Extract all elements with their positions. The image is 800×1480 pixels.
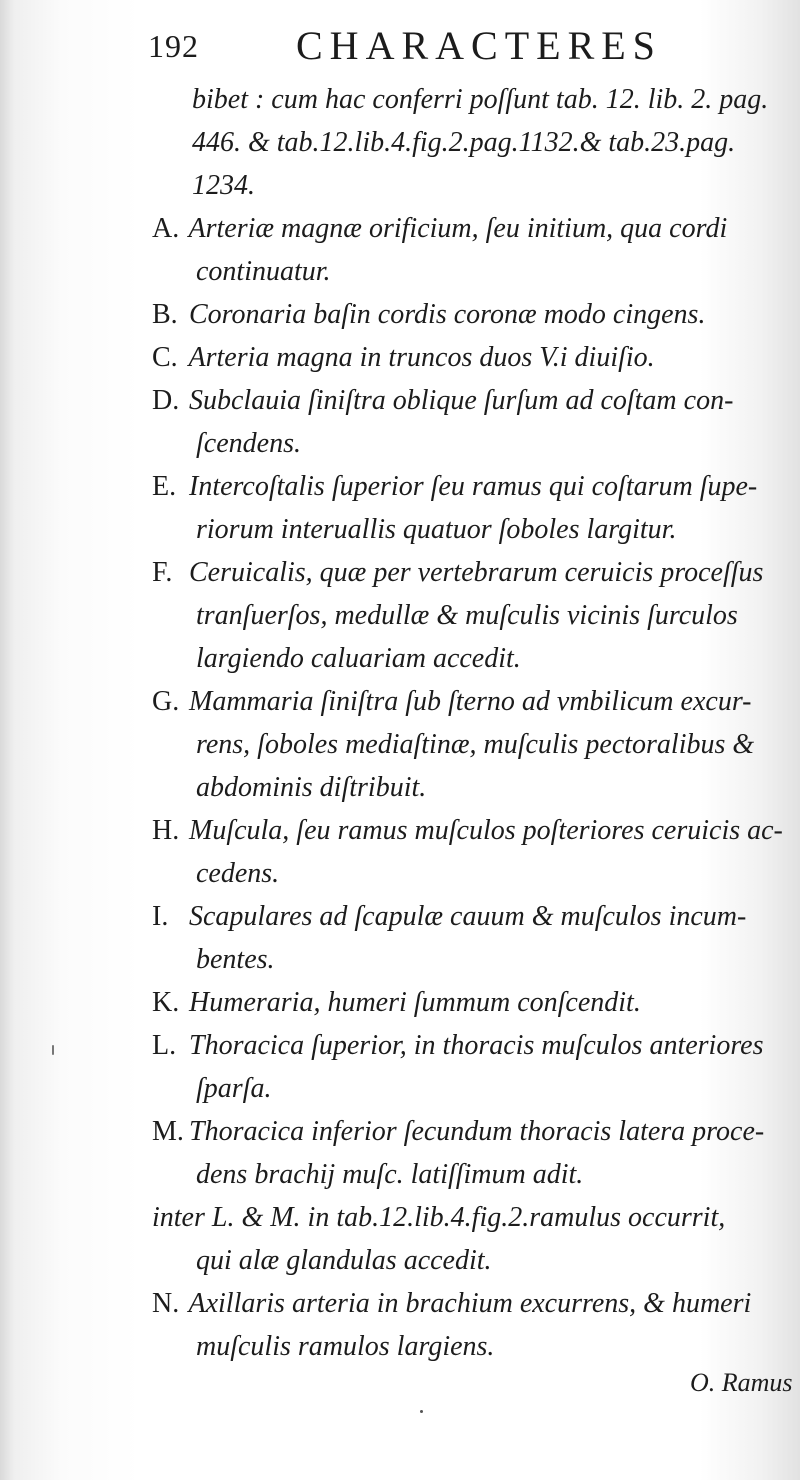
inter-note-line: qui alæ glandulas accedit. <box>196 1245 492 1276</box>
entry-text: Axillaris arteria in brachium excurrens, & humeri <box>188 1288 752 1319</box>
entry-text: Humeraria, humeri ſummum conſcendit. <box>189 987 641 1018</box>
entry-text: Intercoſtalis ſuperior ſeu ramus qui coſtarum ſupe- <box>189 471 758 502</box>
entry-letter: N. <box>152 1288 180 1319</box>
entry-letter: B. <box>152 299 178 330</box>
entry-text: Muſcula, ſeu ramus muſculos poſteriores ceruicis ac- <box>189 815 783 846</box>
entry-text: ſcendens. <box>196 428 301 459</box>
entry-text: Ceruicalis, quæ per vertebrarum ceruicis proceſſus <box>189 557 764 588</box>
entry-letter: A. <box>152 213 180 244</box>
entry-letter: C. <box>152 342 178 373</box>
entry-text: Arteria magna in truncos duos V.i diuiſio. <box>188 342 655 373</box>
entry-text: Scapulares ad ſcapulæ cauum & muſculos incum- <box>189 901 747 932</box>
entry-text: continuatur. <box>196 256 331 287</box>
entry-n <box>152 1282 792 1368</box>
ink-speck <box>420 1410 423 1413</box>
inter-note <box>152 1196 792 1282</box>
entry-text: Coronaria baſin cordis coronæ modo cingens. <box>189 299 706 330</box>
entry-text: Mammaria ſiniſtra ſub ſterno ad vmbilicum excur- <box>189 686 752 717</box>
entry-i <box>152 895 792 981</box>
page-header <box>148 22 688 72</box>
entry-a <box>152 207 792 293</box>
entry-h <box>152 809 792 895</box>
entry-e <box>152 465 792 551</box>
entry-text: riorum interuallis quatuor ſoboles largitur. <box>196 514 677 545</box>
entry-text: Thoracica ſuperior, in thoracis muſculos anteriores <box>189 1030 764 1061</box>
catchword: O. Ramus <box>690 1368 793 1397</box>
entry-text: abdominis diſtribuit. <box>196 772 427 803</box>
entry-letter: L. <box>152 1030 177 1061</box>
entry-text: Arteriæ magnæ orificium, ſeu initium, qua cordi <box>188 213 728 244</box>
intro-line: 446. & tab.12.lib.4.fig.2.pag.1132.& tab.23.pag. <box>192 127 736 158</box>
ink-speck <box>52 1045 54 1055</box>
entry-text: rens, ſoboles mediaſtinæ, muſculis pectoralibus & <box>196 729 755 760</box>
entry-letter: F. <box>152 557 173 588</box>
entry-letter: E. <box>152 471 177 502</box>
entry-f <box>152 551 792 680</box>
entry-c <box>152 336 792 379</box>
entry-text: largiendo caluariam accedit. <box>196 643 521 674</box>
entry-g <box>152 680 792 809</box>
running-head: CHARACTERES <box>296 23 662 68</box>
entry-k <box>152 981 792 1024</box>
entry-text: Subclauia ſiniſtra oblique ſurſum ad coſtam con- <box>189 385 734 416</box>
entry-letter: I. <box>152 901 169 932</box>
intro-line: 1234. <box>192 170 255 201</box>
entry-letter: G. <box>152 686 180 717</box>
entry-letter: M. <box>152 1116 184 1147</box>
body-text <box>152 78 792 1368</box>
intro-line: bibet : cum hac conferri poſſunt tab. 12. lib. 2. pag. <box>192 84 769 115</box>
page-number: 192 <box>148 28 199 64</box>
inter-note-line: inter L. & M. in tab.12.lib.4.fig.2.ramulus occurrit, <box>152 1202 726 1233</box>
entry-text: cedens. <box>196 858 280 889</box>
entry-l <box>152 1024 792 1110</box>
entry-text: muſculis ramulos largiens. <box>196 1331 495 1362</box>
entry-d <box>152 379 792 465</box>
entry-text: tranſuerſos, medullæ & muſculis vicinis ſurculos <box>196 600 738 631</box>
entry-letter: D. <box>152 385 180 416</box>
entry-m <box>152 1110 792 1196</box>
entry-text: dens brachij muſc. latiſſimum adit. <box>196 1159 584 1190</box>
entry-text: Thoracica inferior ſecundum thoracis latera proce- <box>189 1116 765 1147</box>
entry-b <box>152 293 792 336</box>
entry-text: ſparſa. <box>196 1073 272 1104</box>
entry-text: bentes. <box>196 944 275 975</box>
entry-letter: H. <box>152 815 180 846</box>
entry-letter: K. <box>152 987 180 1018</box>
intro-paragraph <box>152 78 792 207</box>
